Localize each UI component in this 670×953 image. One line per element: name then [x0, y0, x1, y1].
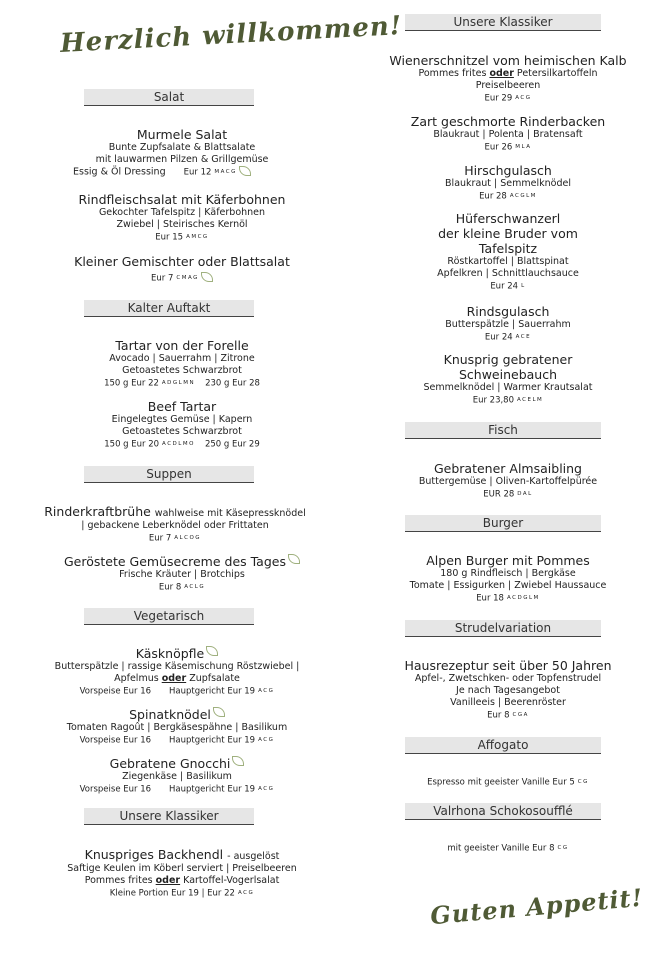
item-extra: wahlweise mit Käsepressknödel: [154, 508, 306, 519]
allergens: L: [521, 283, 526, 289]
closing-title: Guten Appetit!: [429, 882, 645, 931]
allergens: AMCG: [186, 234, 209, 240]
menu-item-schweinebauch: [388, 352, 628, 407]
menu-item-almsaibling: [388, 461, 628, 501]
menu-item-alpen-burger: [388, 553, 628, 605]
item-price-row: [40, 272, 324, 285]
desc-part: Zupfsalate: [186, 673, 240, 684]
price: Kleine Portion Eur 19 | Eur 22: [109, 888, 235, 899]
item-price-row: [30, 532, 320, 545]
allergens: ACGLM: [509, 193, 537, 199]
item-extra: - ausgelöst: [227, 851, 280, 862]
vegetarian-leaf-icon: [213, 707, 225, 717]
item-price-row: [40, 887, 324, 900]
allergens: ACE: [515, 334, 532, 340]
price: EUR 28: [483, 489, 515, 500]
item-name-row: [40, 847, 324, 863]
allergens: DAL: [517, 491, 533, 497]
allergens: ALCOG: [174, 535, 202, 541]
price: Eur 18: [476, 593, 504, 604]
price: 150 g Eur 20: [104, 439, 160, 450]
menu-item-rinderkraftbruehe: [30, 504, 320, 545]
item-name-row: [40, 756, 314, 771]
section-title: Affogato: [405, 737, 601, 754]
item-desc: Apfelkren | Schnittlauchsauce: [437, 268, 579, 279]
item-desc: Vanilleeis | Beerenröster: [450, 697, 566, 708]
section-title: Unsere Klassiker: [405, 14, 601, 31]
desc-or: oder: [161, 673, 187, 684]
item-name: Rinderkraftbrühe: [44, 504, 151, 519]
menu-item-murmele-salat: [40, 127, 324, 179]
item-price-row: [388, 141, 628, 154]
price-hauptgericht: Hauptgericht Eur 19: [169, 784, 256, 795]
item-name: Rindfleischsalat mit Käferbohnen: [78, 192, 286, 207]
vegetarian-leaf-icon: [239, 166, 251, 176]
menu-item-gemuesecreme: [40, 554, 324, 594]
item-price-row: [388, 190, 628, 203]
item-desc: Je nach Tagesangebot: [456, 685, 560, 696]
price: Eur 28: [479, 191, 507, 202]
item-desc: [40, 673, 314, 685]
section-title: Strudelvariation: [405, 620, 601, 637]
item-price-row: [388, 280, 628, 293]
item-desc: Röstkartoffel | Blattspinat: [447, 256, 569, 267]
item-name: Knusprig gebratener: [443, 352, 573, 367]
allergens: ADGLMN: [161, 380, 196, 386]
item-desc: Preiselbeeren: [475, 80, 541, 91]
item-desc: Tomate | Essigurken | Zwiebel Haussauce: [409, 580, 607, 591]
price: Eur 26: [484, 142, 513, 153]
item-price-row: [388, 92, 628, 105]
price: Eur 7: [148, 533, 172, 544]
vegetarian-leaf-icon: [206, 646, 218, 656]
section-title: Salat: [84, 89, 254, 106]
section-title: Fisch: [405, 422, 601, 439]
allergens: ACELM: [517, 397, 544, 403]
price: 150 g Eur 22: [104, 378, 159, 389]
item-desc: [40, 166, 324, 179]
item-name-row: [40, 707, 314, 722]
menu-item-souffle: [388, 842, 628, 855]
menu-item-tartar-forelle: [40, 338, 324, 390]
allergens: CMAG: [176, 275, 199, 281]
item-price-row: [388, 488, 628, 501]
item-desc: Tomaten Ragoût | Bergkäsespähne | Basilikum: [66, 722, 288, 733]
item-desc: 180 g Rindfleisch | Bergkäse: [440, 568, 576, 579]
price: Eur 29: [484, 93, 513, 104]
item-name: Wienerschnitzel vom heimischen Kalb: [389, 53, 627, 68]
price: Eur 8: [487, 710, 510, 721]
menu-item-wienerschnitzel: [388, 53, 628, 105]
item-desc: Zwiebel | Steirisches Kernöl: [116, 219, 248, 230]
section-title: Kalter Auftakt: [84, 300, 254, 317]
item-price-row: [40, 377, 324, 390]
desc-part: Pommes frites: [84, 875, 156, 886]
desc-part: Petersilkartoffeln: [513, 68, 598, 79]
allergens: ACDLMO: [162, 441, 195, 447]
item-name-row: [40, 646, 314, 661]
item-desc: [388, 68, 628, 80]
price-hauptgericht: Hauptgericht Eur 19: [169, 686, 256, 697]
item-desc: Bunte Zupfsalate & Blattsalate: [108, 142, 256, 153]
item-name: Hirschgulasch: [464, 163, 552, 178]
price: Eur 24: [484, 332, 513, 343]
item-name: Zart geschmorte Rinderbacken: [410, 114, 606, 129]
allergens: ACG: [258, 786, 275, 792]
item-line: mit geeister Vanille Eur 8: [447, 843, 555, 854]
item-name-row: [30, 504, 320, 520]
item-desc: Ziegenkäse | Basilikum: [122, 771, 232, 782]
item-name: Tafelspitz: [478, 241, 538, 256]
price: Eur 15: [155, 232, 184, 243]
menu-item-affogato: [388, 776, 628, 789]
item-price-row: [40, 438, 324, 451]
desc-part: Kartoffel-Vogerlsalat: [180, 875, 280, 886]
item-name: Alpen Burger mit Pommes: [426, 553, 590, 568]
item-desc: mit lauwarmen Pilzen & Grillgemüse: [95, 154, 269, 165]
allergens: ACG: [237, 890, 255, 896]
price-vorspeise: Vorspeise Eur 16: [79, 784, 152, 795]
dressing: Essig & Öl Dressing: [73, 166, 166, 178]
menu-item-beef-tartar: [40, 399, 324, 451]
vegetarian-leaf-icon: [232, 756, 244, 766]
menu-item-backhendl: [40, 847, 324, 900]
allergens: ACG: [515, 95, 532, 101]
section-title: Valrhona Schokosoufflé: [405, 803, 601, 820]
allergens: ACG: [258, 688, 275, 694]
item-price-row: [40, 783, 314, 796]
menu-item-spinatknoedel: [40, 707, 314, 747]
menu-item-hirschgulasch: [388, 163, 628, 203]
item-name: der kleine Bruder vom: [438, 226, 578, 241]
item-desc: Eingelegtes Gemüse | Kapern: [111, 414, 253, 425]
item-name: Geröstete Gemüsecreme des Tages: [64, 554, 286, 569]
item-desc: Avocado | Sauerrahm | Zitrone: [109, 353, 255, 364]
menu-item-rinderbacken: [388, 114, 628, 154]
item-line: Espresso mit geeister Vanille Eur 5: [427, 777, 575, 788]
desc-or: oder: [155, 875, 181, 886]
item-desc: Saftige Keulen im Köberl serviert | Preiselbeeren: [67, 863, 297, 874]
item-desc: Blaukraut | Semmelknödel: [445, 178, 571, 189]
desc-part: Apfelmus: [114, 673, 162, 684]
item-name: Gebratene Gnocchi: [109, 756, 231, 771]
item-desc: Gekochter Tafelspitz | Käferbohnen: [98, 207, 266, 218]
price: Eur 12: [183, 167, 212, 178]
item-desc: | gebackene Leberknödel oder Frittaten: [81, 520, 269, 531]
item-price-row: [40, 581, 324, 594]
section-title: Unsere Klassiker: [84, 808, 254, 825]
item-name: Murmele Salat: [136, 127, 228, 142]
menu-item-kaesknoepfle: [40, 646, 314, 698]
item-name: Schweinebauch: [458, 367, 558, 382]
item-price-row: [388, 842, 628, 855]
item-desc: Buttergemüse | Oliven-Kartoffelpürée: [418, 476, 598, 487]
desc-part: Pommes frites: [418, 68, 490, 79]
item-name: Gebratener Almsaibling: [433, 461, 582, 476]
desc-or: oder: [489, 68, 514, 79]
item-desc: Apfel-, Zwetschken- oder Topfenstrudel: [414, 673, 602, 684]
section-title: Burger: [405, 515, 601, 532]
item-desc: Butterspätzle | Sauerrahm: [445, 319, 571, 330]
item-desc: Semmelknödel | Warmer Krautsalat: [423, 382, 593, 393]
item-name: Rindsgulasch: [466, 304, 550, 319]
item-name: Knuspriges Backhendl: [84, 847, 224, 862]
price-vorspeise: Vorspeise Eur 16: [79, 686, 152, 697]
price: 230 g Eur 28: [205, 378, 260, 389]
item-desc: Butterspätzle | rassige Käsemischung Röstzwiebel |: [54, 661, 300, 672]
vegetarian-leaf-icon: [201, 272, 213, 282]
price: Eur 23,80: [472, 395, 514, 406]
item-name: Kleiner Gemischter oder Blattsalat: [74, 254, 290, 269]
item-name: Beef Tartar: [147, 399, 217, 414]
item-price-row: [40, 231, 324, 244]
menu-item-rindfleischsalat: [40, 192, 324, 244]
item-name: Käsknöpfle: [135, 646, 205, 661]
allergens: ACLG: [184, 584, 206, 590]
section-title: Vegetarisch: [84, 608, 254, 625]
item-desc: [40, 875, 324, 887]
item-name-row: [40, 554, 324, 569]
menu-item-gemischter-salat: [40, 254, 324, 285]
menu-item-hueferschwanzerl: [388, 211, 628, 293]
item-price-row: [40, 734, 314, 747]
allergens: ACDGLM: [506, 595, 540, 601]
item-price-row: [388, 709, 628, 722]
greeting-title: Herzlich willkommen!: [59, 11, 403, 59]
price: Eur 24: [490, 281, 519, 292]
allergens: CG: [557, 845, 569, 851]
item-price-row: [40, 685, 314, 698]
allergens: MACG: [214, 169, 237, 175]
item-name: Tartar von der Forelle: [115, 338, 249, 353]
menu-item-gnocchi: [40, 756, 314, 796]
item-name: Hüferschwanzerl: [455, 211, 561, 226]
menu-item-rindsgulasch: [388, 304, 628, 344]
item-desc: Getoastetes Schwarzbrot: [122, 426, 242, 437]
price: Eur 7: [151, 273, 174, 284]
item-price-row: [388, 592, 628, 605]
allergens: MLA: [515, 144, 532, 150]
price: Eur 8: [158, 582, 182, 593]
item-price-row: [388, 776, 628, 789]
price-vorspeise: Vorspeise Eur 16: [79, 735, 152, 746]
price: 250 g Eur 29: [204, 439, 260, 450]
allergens: CG: [577, 779, 589, 785]
menu-item-hausrezeptur: [388, 658, 628, 722]
allergens: ACG: [258, 737, 275, 743]
section-title: Suppen: [84, 466, 254, 483]
vegetarian-leaf-icon: [288, 554, 300, 564]
item-desc: Blaukraut | Polenta | Bratensaft: [433, 129, 583, 140]
item-desc: Getoastetes Schwarzbrot: [122, 365, 242, 376]
item-price-row: [388, 394, 628, 407]
item-name: Spinatknödel: [129, 707, 211, 722]
item-name: Hausrezeptur seit über 50 Jahren: [404, 658, 612, 673]
allergens: CGA: [512, 712, 529, 718]
item-price-row: [388, 331, 628, 344]
price-hauptgericht: Hauptgericht Eur 19: [169, 735, 256, 746]
item-desc: Frische Kräuter | Brotchips: [119, 569, 245, 580]
